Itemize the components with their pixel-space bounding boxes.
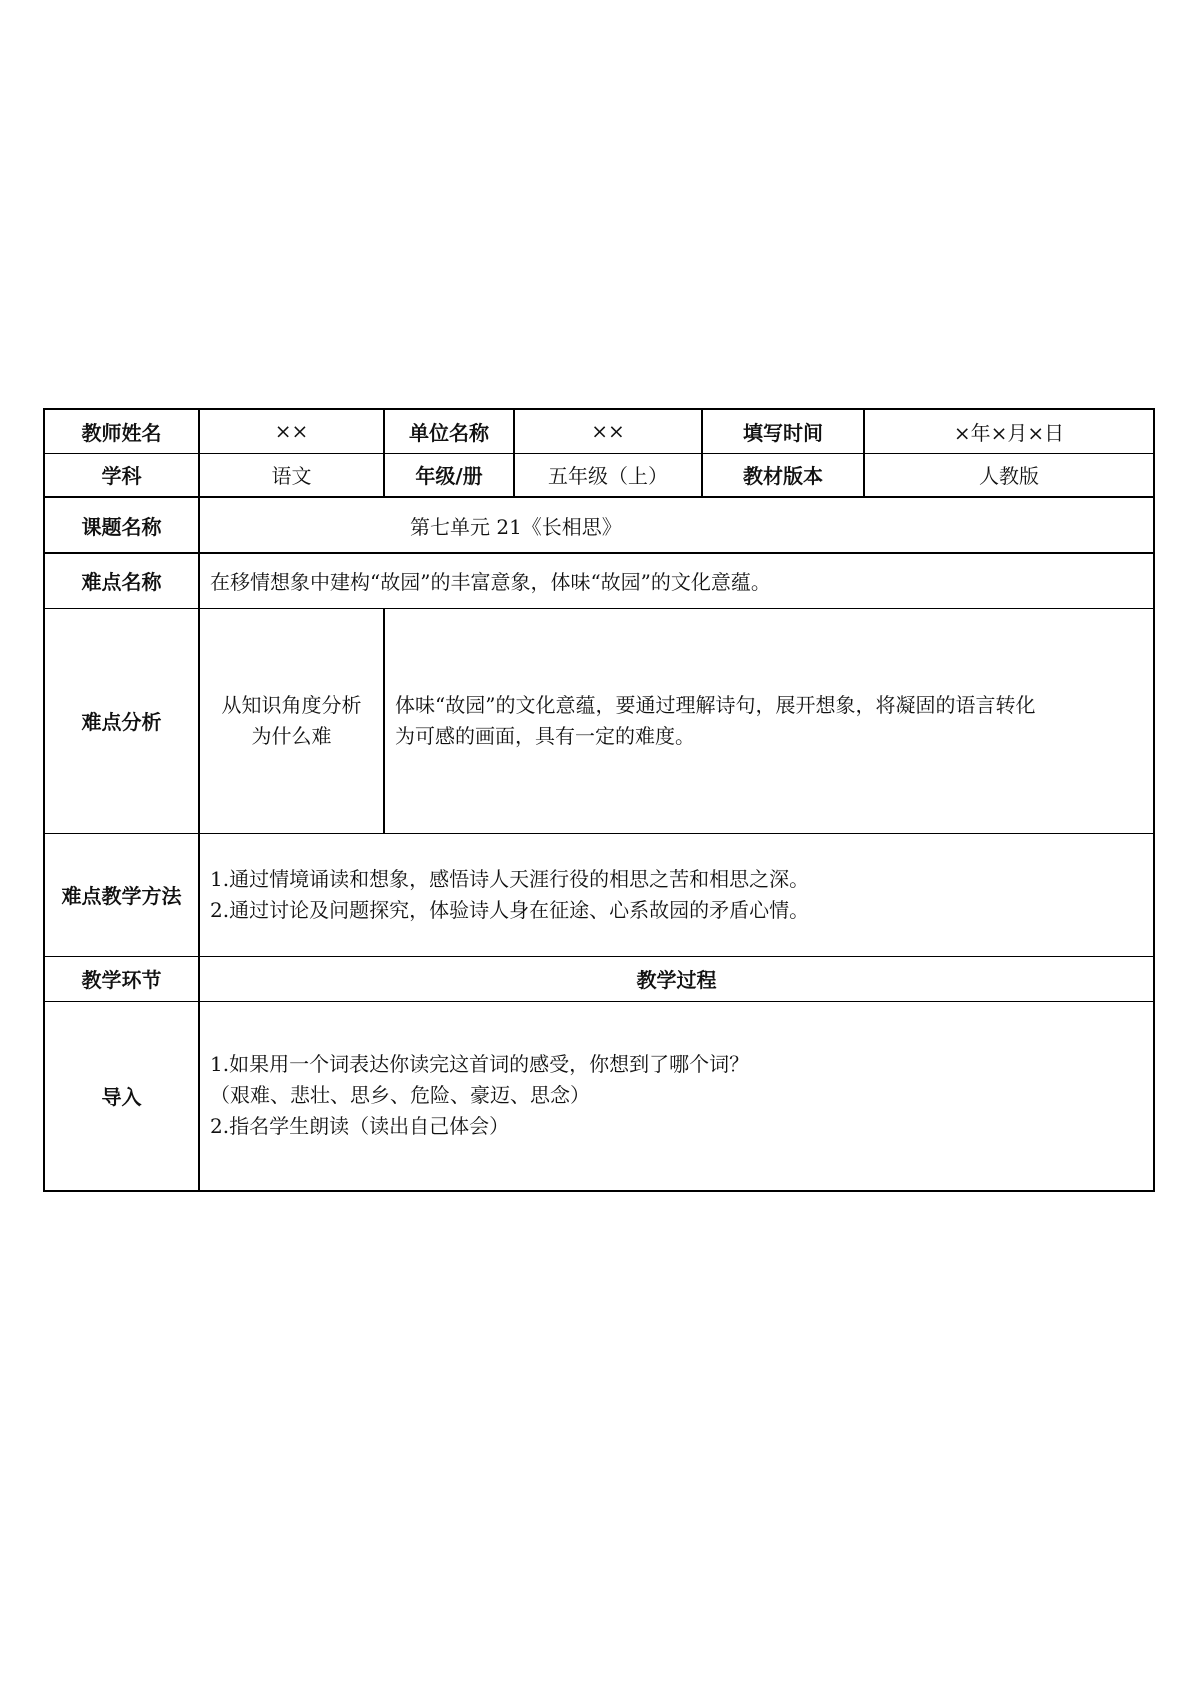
teaching-stage-header: 教学环节 <box>44 956 199 1001</box>
lesson-title-value: 第七单元 21《长相思》 <box>199 497 1154 553</box>
analysis-detail-line-1: 体味“故园”的文化意蕴，要通过理解诗句，展开想象，将凝固的语言转化 <box>395 692 1036 717</box>
teaching-method-line-1: 1.通过情境诵读和想象，感悟诗人天涯行役的相思之苦和相思之深。 <box>210 866 810 891</box>
unit-name-value: ×× <box>514 409 702 453</box>
analysis-angle-cell <box>199 608 384 833</box>
grade-label: 年级/册 <box>384 453 514 497</box>
subject-label: 学科 <box>44 453 199 497</box>
analysis-angle-line-2: 为什么难 <box>251 723 332 748</box>
edition-label: 教材版本 <box>702 453 864 497</box>
intro-stage-label: 导入 <box>44 1001 199 1191</box>
teaching-method-cell <box>199 833 1154 956</box>
subject-value: 语文 <box>199 453 384 497</box>
intro-line-3: 2.指名学生朗读（读出自己体会） <box>210 1114 510 1139</box>
unit-name-label: 单位名称 <box>384 409 514 453</box>
edition-value: 人教版 <box>864 453 1154 497</box>
lesson-plan-table <box>43 408 1155 1192</box>
teaching-method-line-2: 2.通过讨论及问题探究，体验诗人身在征途、心系故园的矛盾心情。 <box>210 897 810 922</box>
fill-date-value: ×年×月×日 <box>864 409 1154 453</box>
difficulty-name-label: 难点名称 <box>44 553 199 608</box>
analysis-angle-line-1: 从知识角度分析 <box>221 692 362 717</box>
lesson-title-label: 课题名称 <box>44 497 199 553</box>
fill-date-label: 填写时间 <box>702 409 864 453</box>
intro-process-cell <box>199 1001 1154 1191</box>
difficulty-name-value: 在移情想象中建构“故园”的丰富意象，体味“故园”的文化意蕴。 <box>199 553 1154 608</box>
intro-line-2: （艰难、悲壮、思乡、危险、豪迈、思念） <box>210 1083 590 1108</box>
teacher-name-label: 教师姓名 <box>44 409 199 453</box>
teacher-name-value: ×× <box>199 409 384 453</box>
teaching-process-header: 教学过程 <box>199 956 1154 1001</box>
teaching-method-label: 难点教学方法 <box>44 833 199 956</box>
analysis-detail-cell <box>384 608 1154 833</box>
analysis-detail-line-2: 为可感的画面，具有一定的难度。 <box>395 723 695 748</box>
intro-line-1: 1.如果用一个词表达你读完这首词的感受，你想到了哪个词？ <box>210 1052 750 1077</box>
difficulty-analysis-label: 难点分析 <box>44 608 199 833</box>
grade-value: 五年级（上） <box>514 453 702 497</box>
